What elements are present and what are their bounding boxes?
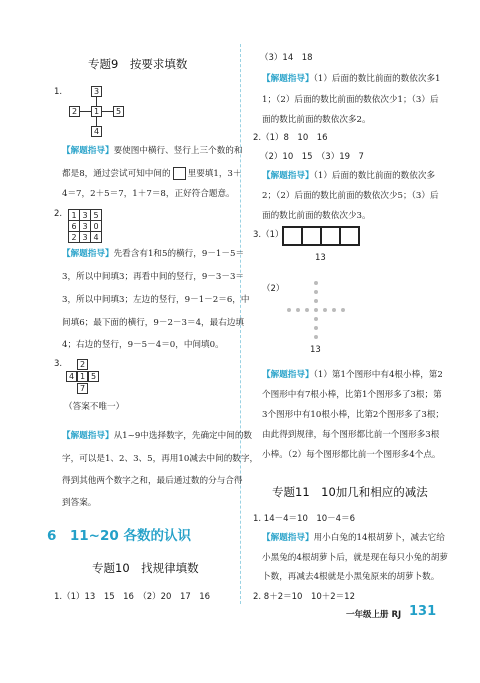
q3-tip-line2: 字，可以是1、2、3、5，再用10减去中间的数字， [62, 454, 259, 464]
dot [314, 308, 318, 312]
tip3-line1 [262, 369, 443, 381]
dot [314, 326, 318, 330]
q1-cell-bottom: 4 [91, 126, 102, 137]
dot [314, 281, 318, 285]
section-6-heading: 6 11~20 各数的认识 [47, 528, 191, 544]
q3-tip-line3: 得到其他两个数字之和，最后通过数的分与合得 [62, 476, 243, 486]
q3-number: 3. [54, 359, 63, 369]
q2-cell: 6 [69, 221, 80, 232]
q1-tip-line1 [62, 145, 243, 157]
tip3-line4: 由此得到规律，每个图形都比前一个图形多3根 [262, 430, 440, 440]
page-number: 131 [409, 604, 437, 619]
tip3-line3: 3个图形中有10根小棒，比第2个图形多了3根； [262, 410, 445, 420]
q2-tip-line3: 3，所以中间填3；左边的竖行，9－1－2＝6，中 [62, 295, 250, 305]
r3-label2: （2） [262, 284, 285, 294]
q1-tip-text2b: 里要填1，3＋ [187, 169, 242, 179]
q3-tip-line1 [62, 430, 252, 442]
dot [314, 290, 318, 294]
tip1-line1 [262, 73, 441, 85]
stick-square [320, 226, 341, 246]
topic9-title: 专题9 按要求填数 [88, 57, 188, 71]
dot [314, 335, 318, 339]
dot [305, 308, 309, 312]
q2-cell: 2 [69, 232, 80, 243]
dot [341, 308, 345, 312]
tip2-line3: 面的数比前面的数依次少3。 [262, 211, 371, 221]
q3-cell-left: 4 [66, 371, 77, 382]
footer-book-label: 一年级上册 RJ [346, 610, 402, 620]
tip4-tag: 【解题指导】 [262, 533, 314, 543]
tip4-line3: 卜数，再减去4根就是小黑兔原来的胡萝卜数。 [262, 572, 440, 582]
dot [296, 308, 300, 312]
tip1-line2: 1；（2）后面的数比前面的数依次少1；（3）后 [262, 95, 439, 105]
dot [314, 317, 318, 321]
q2-tip-tag: 【解题指导】 [62, 249, 114, 259]
dot [314, 299, 318, 303]
q1-tip-line2 [62, 167, 242, 180]
q2-tip-line4: 间填6；最下面的横行，9－2－3＝4，最右边填 [62, 318, 245, 328]
q3-tip-tag: 【解题指导】 [62, 431, 114, 441]
tip1-text1: （1）后面的数比前面的数依次多1 [313, 74, 441, 84]
fig1-count: 13 [315, 253, 326, 263]
stick-square [282, 226, 303, 246]
q3-tip-text1: 从1~9中选择数字，先确定中间的数 [113, 431, 253, 441]
q2-grid [68, 209, 102, 243]
tip4-line2: 小黑兔的4根胡萝卜后，就是现在每只小兔的胡萝 [262, 553, 448, 563]
tip2-line1 [262, 170, 435, 182]
r1-answer3: （3）14 18 [260, 53, 313, 63]
q2-cell: 3 [80, 232, 91, 243]
q2-cell: 0 [91, 221, 102, 232]
q1-cell-right: 5 [113, 106, 124, 117]
q1-tip-text1: 要使图中横行、竖行上三个数的和 [113, 146, 243, 156]
topic11-answer1: 1. 14－4＝10 10－4＝6 [253, 514, 355, 524]
q3-cell-bottom: 7 [77, 383, 88, 394]
tip4-text1: 用小白兔的14根胡萝卜，减去它给 [313, 533, 445, 543]
r2-answer-b: （2）10 15 （3）19 7 [260, 152, 364, 162]
tip3-line2: 个图形中有7根小棒，比第1个图形多了3根；第 [262, 390, 442, 400]
q3-tip-line4: 到答案。 [62, 498, 97, 508]
q3-cell-right: 5 [88, 371, 99, 382]
tip3-text1: （1）第1个图形中有4根小棒，第2 [313, 370, 443, 380]
q2-cell: 3 [80, 210, 91, 221]
tip1-tag: 【解题指导】 [262, 74, 314, 84]
tip2-line2: 2；（2）后面的数比前面的数依次少5；（3）后 [262, 191, 439, 201]
topic10-answer1: 1.（1）13 15 16 （2）20 17 16 [54, 592, 211, 602]
tip1-line3: 面的数比前面的数依次多2。 [262, 115, 371, 125]
stick-square [339, 226, 360, 246]
q2-tip-line5: 4；右边的竖行，9－5－4＝0，中间填0。 [62, 340, 224, 350]
q2-number: 2. [54, 209, 63, 219]
dot [287, 308, 291, 312]
q2-cell: 5 [91, 210, 102, 221]
q2-cell: 3 [80, 221, 91, 232]
q2-tip-line2: 3，所以中间填3；再看中间的竖行，9－3－3＝ [62, 272, 245, 282]
tip2-text1: （1）后面的数比前面的数依次多 [313, 171, 436, 181]
q2-tip-text1: 先看含有1和5的横行，9－1－5＝ [113, 249, 245, 259]
q1-tip-line3: 4＝7，2＋5＝7，1＋7＝8，正好符合题意。 [62, 189, 235, 199]
q1-cell-left: 2 [69, 106, 80, 117]
q1-tip-tag: 【解题指导】 [62, 146, 114, 156]
stick-square [301, 226, 322, 246]
q3-cell-center: 1 [77, 371, 88, 382]
q2-cell: 1 [69, 210, 80, 221]
tip3-tag: 【解题指导】 [262, 370, 314, 380]
topic11-title: 专题11 10加几和相应的减法 [272, 485, 428, 499]
tip4-line1 [262, 532, 445, 544]
q1-cell-center: 1 [91, 106, 102, 117]
tip2-tag: 【解题指导】 [262, 171, 314, 181]
r2-answer-a: 2.（1）8 10 16 [253, 133, 328, 143]
q1-tip-text2a: 都是8，通过尝试可知中间的 [62, 169, 171, 179]
r3-label: 3.（1） [253, 230, 284, 240]
q1-cell-top: 3 [91, 86, 102, 97]
dot [323, 308, 327, 312]
dot [332, 308, 336, 312]
topic11-answer2: 2. 8＋2＝10 10＋2＝12 [253, 592, 355, 602]
q3-cell-top: 2 [77, 359, 88, 370]
blank-box-icon [173, 167, 186, 180]
tip3-line5: 小棒。（2）每个图形都比前一个图形多4个点。 [262, 450, 441, 460]
q2-cell: 4 [91, 232, 102, 243]
q3-note: （答案不唯一） [64, 402, 125, 412]
q2-tip-line1 [62, 248, 244, 260]
topic10-title: 专题10 找规律填数 [92, 561, 199, 575]
fig2-count: 13 [310, 345, 321, 355]
q1-number: 1. [54, 87, 63, 97]
